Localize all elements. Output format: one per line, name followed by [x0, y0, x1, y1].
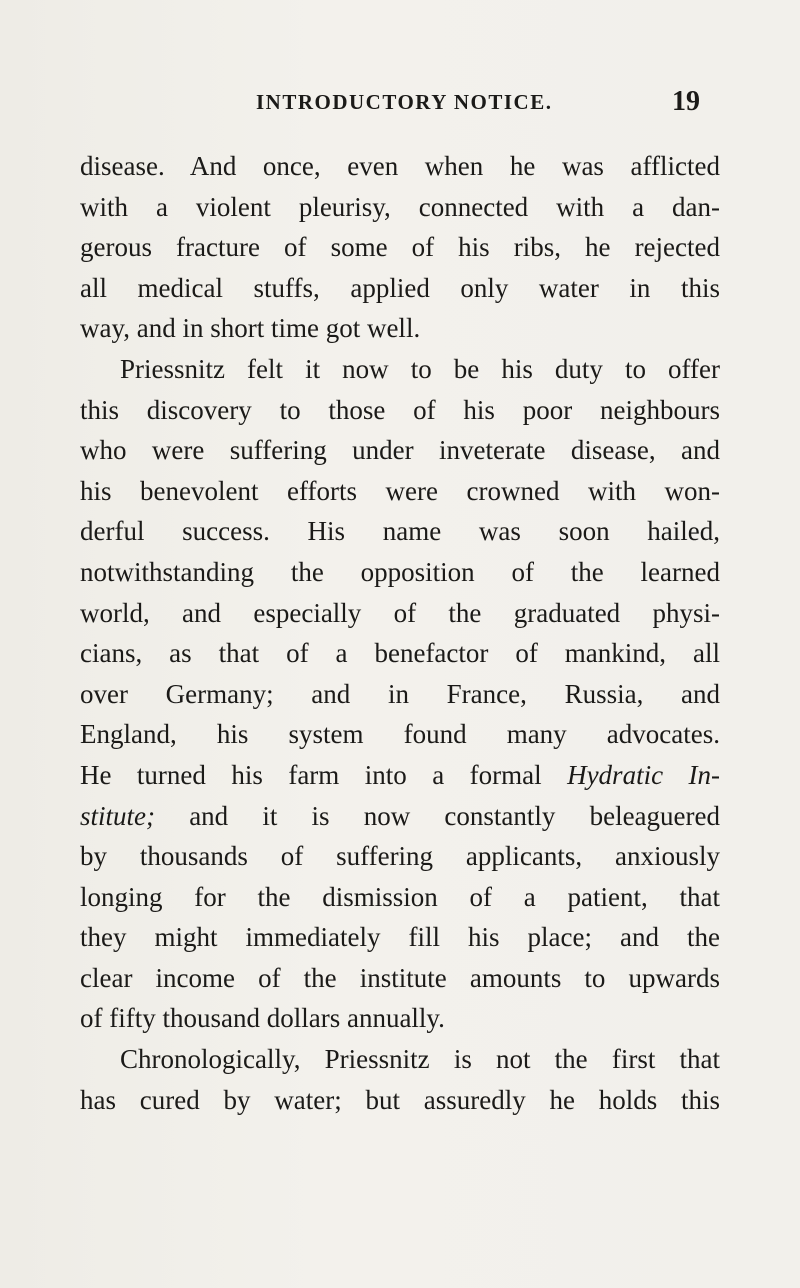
italic-title: stitute;	[80, 800, 155, 831]
page-number: 19	[672, 86, 700, 117]
text-line: longing for the dismission of a patient, that	[80, 881, 720, 912]
text-line: of fifty thousand dollars annually.	[80, 1003, 445, 1034]
text-line: disease. And once, even when he was afflicted	[80, 151, 720, 181]
text-line: notwithstanding the opposition of the learned	[80, 556, 720, 587]
italic-title: Hydratic In-	[567, 759, 720, 790]
text-line: Chronologically, Priessnitz is not the first that	[120, 1044, 720, 1075]
text-line: they might immediately fill his place; and the	[80, 922, 720, 953]
text-line: Priessnitz felt it now to be his duty to offer	[120, 353, 720, 384]
running-head: INTRODUCTORY NOTICE.	[256, 90, 553, 114]
text-line	[80, 755, 720, 796]
text-line	[80, 796, 720, 837]
text-segment: He turned his farm into a formal	[80, 759, 542, 790]
text-line: clear income of the institute amounts to upwards	[80, 962, 720, 993]
text-line: derful success. His name was soon hailed,	[80, 516, 720, 547]
text-line: all medical stuffs, applied only water in this	[80, 272, 720, 303]
text-segment: and it is now constantly beleaguered	[189, 800, 720, 831]
text-line: this discovery to those of his poor neighbours	[80, 394, 720, 425]
text-line: world, and especially of the graduated physi-	[80, 597, 720, 628]
text-line: England, his system found many advocates.	[80, 719, 720, 750]
text-line: his benevolent efforts were crowned with won-	[80, 475, 720, 506]
text-line: over Germany; and in France, Russia, and	[80, 678, 720, 709]
text-line: by thousands of suffering applicants, anxiously	[80, 841, 720, 872]
text-line: who were suffering under inveterate disease, and	[80, 435, 720, 466]
text-line: has cured by water; but assuredly he holds this	[80, 1084, 720, 1115]
body-text	[80, 146, 720, 1120]
text-line: with a violent pleurisy, connected with a dan-	[80, 191, 720, 222]
text-line: gerous fracture of some of his ribs, he rejected	[80, 232, 720, 263]
text-line: cians, as that of a benefactor of mankind, all	[80, 638, 720, 669]
text-line: way, and in short time got well.	[80, 313, 421, 344]
